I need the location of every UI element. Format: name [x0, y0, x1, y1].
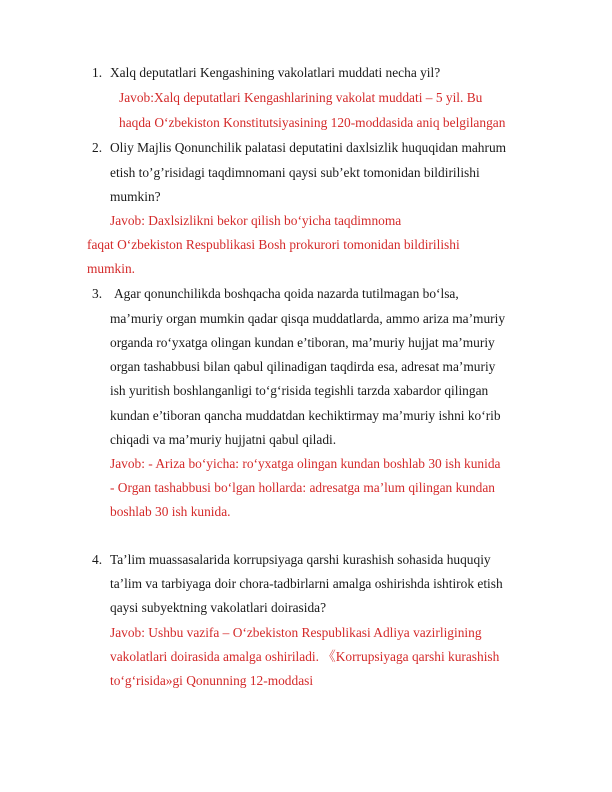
answer-2-line-2: faqat O‘zbekiston Respublikasi Bosh prokurori tomonidan bildirilishi: [87, 237, 460, 252]
question-4-line-2: ta’lim va tarbiyaga doir chora-tadbirlarni amalga oshirishda ishtirok etish: [110, 576, 503, 591]
answer-1-line-2: haqda O‘zbekiston Konstitutsiyasining 120-moddasida aniq belgilangan: [119, 115, 506, 130]
question-2-line-1: Oliy Majlis Qonunchilik palatasi deputatini daxlsizlik huquqidan mahrum: [110, 140, 507, 155]
answer-2-line-1: Javob: Daxlsizlikni bekor qilish bo‘yicha taqdimnoma: [110, 213, 402, 228]
question-2-line-3: mumkin?: [110, 189, 161, 204]
question-3-number: 3.: [92, 286, 103, 301]
question-4-number: 4.: [92, 552, 103, 567]
question-1-line-1: Xalq deputatlari Kengashining vakolatlari muddati necha yil?: [110, 65, 441, 80]
question-3-line-7: chiqadi va ma’muriy hujjatni qabul qiladi.: [110, 432, 337, 447]
question-3-line-2: ma’muriy organ mumkin qadar qisqa muddatlarda, ammo ariza ma’muriy: [110, 311, 506, 326]
question-3-line-6: kundan e’tiboran qancha muddatdan kechiktirmay ma’muriy ishni ko‘rib: [110, 408, 501, 423]
answer-3-line-1: Javob: - Ariza bo‘yicha: ro‘yxatga olingan kundan boshlab 30 ish kunida: [110, 456, 501, 471]
answer-4-line-2: vakolatlari doirasida amalga oshiriladi. 《Korrupsiyaga qarshi kurashish: [110, 649, 500, 664]
answer-3-line-2: - Organ tashabbusi bo‘lgan hollarda: adresatga ma’lum qilingan kundan: [110, 480, 496, 495]
answer-4-line-3: to‘g‘risida»gi Qonunning 12-moddasi: [110, 673, 314, 688]
answer-2-line-3: mumkin.: [87, 261, 135, 276]
question-4-line-3: qaysi subyektning vakolatlari doirasida?: [110, 600, 327, 615]
question-3-line-4: organ tashabbusi bilan qabul qilinadigan taqdirda esa, adresat ma’muriy: [110, 359, 496, 374]
question-3-line-1: Agar qonunchilikda boshqacha qoida nazarda tutilmagan bo‘lsa,: [114, 286, 459, 301]
question-1-number: 1.: [92, 65, 103, 80]
answer-4-line-1: Javob: Ushbu vazifa – O‘zbekiston Respublikasi Adliya vazirligining: [110, 625, 482, 640]
question-3-line-5: ish yuritish boshlanganligi to‘g‘risida tegishli tarzda xabardor qilingan: [110, 383, 489, 398]
answer-1-line-1: Javob:Xalq deputatlari Kengashlarining vakolat muddati – 5 yil. Bu: [119, 90, 483, 105]
question-3-line-3: organda ro‘yxatga olingan kundan e’tiboran, ma’muriy hujjat ma’muriy: [110, 335, 495, 350]
answer-3-line-3: boshlab 30 ish kunida.: [110, 504, 231, 519]
question-2-line-2: etish to’g’risidagi taqdimnomani qaysi sub’ekt tomonidan bildirilishi: [110, 165, 480, 180]
question-2-number: 2.: [92, 140, 103, 155]
question-4-line-1: Ta’lim muassasalarida korrupsiyaga qarshi kurashish sohasida huquqiy: [110, 552, 491, 567]
